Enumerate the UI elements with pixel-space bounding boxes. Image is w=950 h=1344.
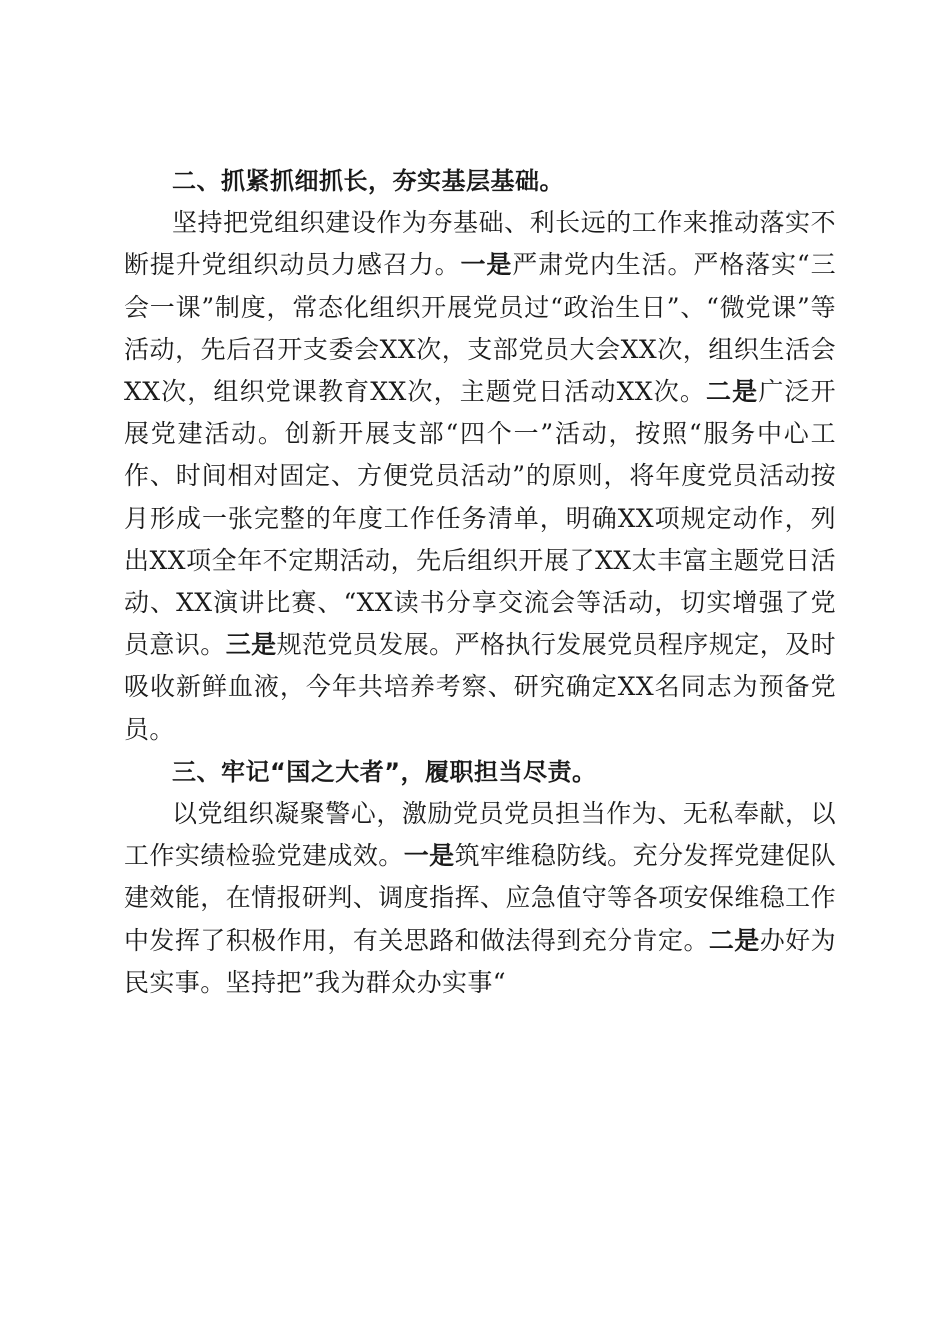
- paragraph-text: 筑牢维稳防线。充分发挥党建促队建效能，在情报研判、调度指挥、应急值守等各项安保维稳工作中发挥了积极作用，有关思路和做法得到充分肯定。: [124, 841, 836, 955]
- section-heading-3: 三、牢记“国之大者”，履职担当尽责。: [172, 757, 597, 786]
- paragraph-text: 规范党员发展。严格执行发展党员程序规定，及时吸收新鲜血液，今年共培养考察、研究确定XX名同志为预备党员。: [124, 630, 836, 744]
- emphasis-label: 二是: [706, 377, 759, 407]
- emphasis-label: 三是: [225, 630, 277, 660]
- paragraph-text: 坚持把党组织建设作为夯基础、利长远的工作来推动落实不断提升党组织动员力感召力。: [124, 208, 836, 280]
- paragraph-text: 办好为民实事。坚持把”我为群众办实事“: [124, 925, 836, 997]
- paragraph-text: 严肃党内生活。严格落实“三会一课”制度，常态化组织开展党员过“政治生日”、“微党课”等活动，先后召开支委会XX次，支部党员大会XX次，组织生活会XX次，组织党课教育XX次，主题党日活动XX次。: [124, 250, 836, 407]
- section-heading-2: 二、抓紧抓细抓长，夯实基层基础。: [172, 167, 564, 195]
- document-body: [124, 160, 836, 1004]
- emphasis-label: 一是: [460, 250, 513, 280]
- section-paragraph-3: [124, 793, 836, 1004]
- paragraph-text: 广泛开展党建活动。创新开展支部“四个一”活动，按照“服务中心工作、时间相对固定、方便党员活动”的原则，将年度党员活动按月形成一张完整的年度工作任务清单，明确XX项规定动作，列出XX项全年不定期活动，先后组织开展了XX太丰富主题党日活动、XX演讲比赛、“XX读书分享交流会等活动，切实增强了党员意识。: [124, 377, 837, 660]
- section-paragraph-2: [124, 202, 836, 751]
- emphasis-label: 二是: [708, 925, 760, 955]
- paragraph-text: 以党组织凝聚警心，激励党员党员担当作为、无私奉献，以工作实绩检验党建成效。: [124, 799, 836, 871]
- emphasis-label: 一是: [403, 841, 455, 871]
